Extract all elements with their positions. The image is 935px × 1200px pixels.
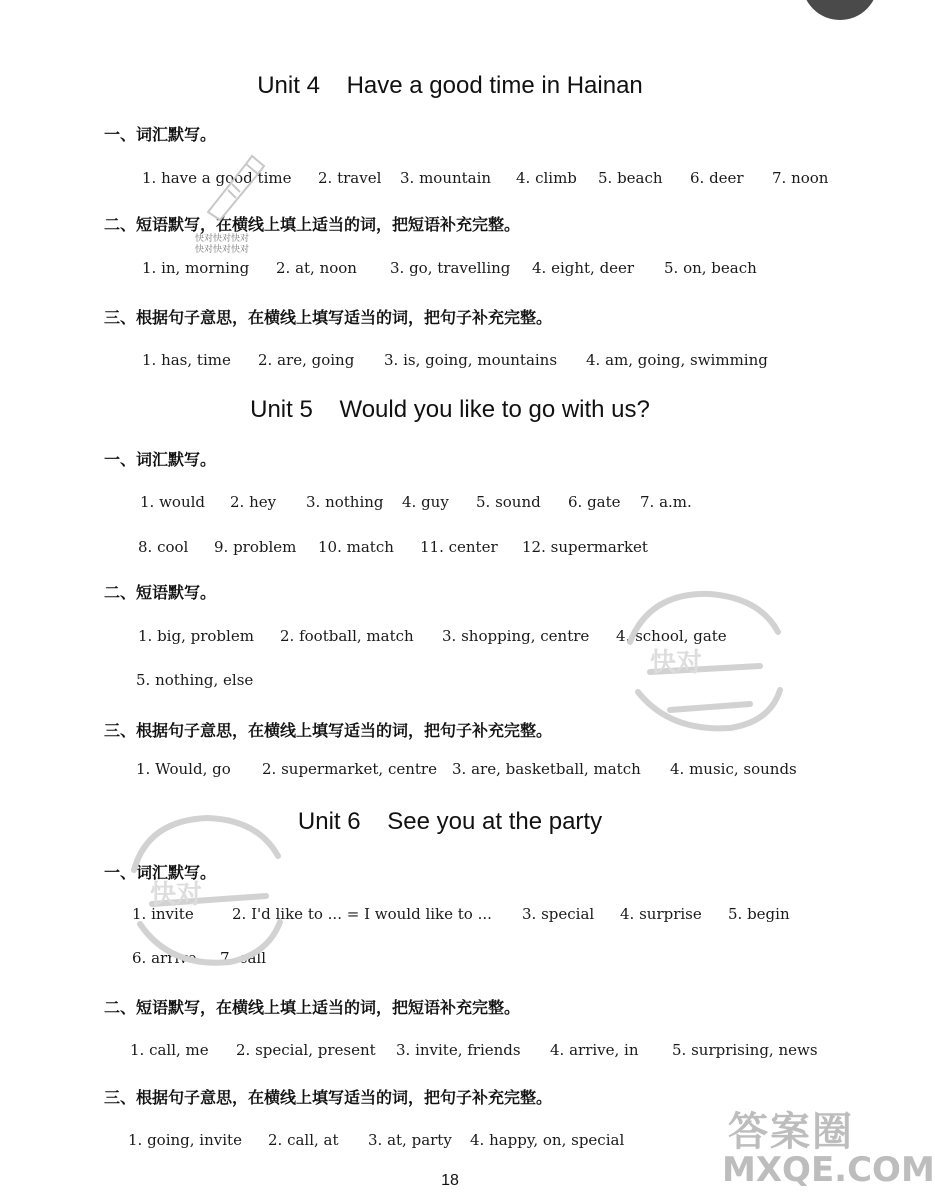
answer-item: 5. surprising, news [672,1041,818,1059]
unit-6-section-1-heading: 一、词汇默写。 [104,863,217,882]
answer-item: 1. big, problem [138,627,254,645]
unit-6-section-2-heading: 二、短语默写，在横线上填上适当的词，把短语补充完整。 [104,998,521,1017]
answer-item: 9. problem [214,538,297,556]
answer-item: 1. have a good time [142,169,292,187]
answer-item: 2. at, noon [276,259,357,277]
unit-4-title: Unit 4 Have a good time in Hainan [257,72,643,99]
answer-item: 2. are, going [258,351,355,369]
answer-item: 2. football, match [280,627,414,645]
corner-tab [802,0,878,20]
answer-item: 2. I'd like to ... = I would like to ... [232,905,492,923]
answer-item: 5. on, beach [664,259,757,277]
pen-watermark-icon [198,150,268,220]
answer-item: 10. match [318,538,394,556]
unit-6-title: Unit 6 See you at the party [297,808,603,835]
answer-item: 1. has, time [142,351,231,369]
stamp-small-text-line: 快对快对快对 [195,234,250,244]
answer-item: 2. special, present [236,1041,376,1059]
stamp-small-text-line: 快对快对快对 [195,245,250,255]
unit-5-section-2-heading: 二、短语默写。 [104,583,217,602]
stamp-small-text [195,234,261,256]
answer-item: 6. deer [690,169,744,187]
corner-logo-text: 答案圈 [728,1109,854,1155]
stamp-logo-text: 快对 [150,880,203,910]
answer-item: 6. gate [568,493,621,511]
answer-item: 8. cool [138,538,189,556]
unit-4-section-3-heading: 三、根据句子意思，在横线上填写适当的词，把句子补充完整。 [104,308,553,327]
answer-item: 1. call, me [130,1041,209,1059]
answer-item: 1. invite [132,905,194,923]
page-number: 18 [441,1172,459,1189]
answer-item: 1. Would, go [136,760,231,778]
unit-5-section-1-heading: 一、词汇默写。 [104,450,217,469]
answer-item: 2. hey [230,493,277,511]
answer-item: 4. surprise [620,905,702,923]
answer-item: 5. sound [476,493,541,511]
unit-5-section-3-heading: 三、根据句子意思，在横线上填写适当的词，把句子补充完整。 [104,721,553,740]
answer-item: 4. school, gate [616,627,727,645]
answer-item: 4. guy [402,493,449,511]
unit-5-title: Unit 5 Would you like to go with us? [250,396,650,423]
answer-item: 4. climb [516,169,577,187]
answer-item: 5. begin [728,905,790,923]
answer-item: 3. go, travelling [390,259,511,277]
answer-item: 4. eight, deer [532,259,635,277]
answer-item: 2. call, at [268,1131,339,1149]
answer-item: 4. am, going, swimming [586,351,768,369]
unit-6-section-3-heading: 三、根据句子意思，在横线上填写适当的词，把句子补充完整。 [104,1088,553,1107]
answer-item: 4. arrive, in [550,1041,639,1059]
unit-4-section-2-heading: 二、短语默写，在横线上填上适当的词，把短语补充完整。 [104,215,521,234]
answer-item: 3. are, basketball, match [452,760,641,778]
answer-item: 5. beach [598,169,663,187]
answer-item: 7. a.m. [640,493,692,511]
answer-item: 4. music, sounds [670,760,797,778]
answer-item: 12. supermarket [522,538,648,556]
answer-item: 2. travel [318,169,382,187]
answer-item: 2. supermarket, centre [262,760,437,778]
answer-item: 7. call [220,949,267,967]
answer-item: 7. noon [772,169,829,187]
answer-item: 3. invite, friends [396,1041,521,1059]
answer-item: 3. special [522,905,595,923]
corner-url-text: MXQE.COM [722,1150,935,1190]
answer-item: 1. would [140,493,206,511]
answer-item: 4. happy, on, special [470,1131,625,1149]
answer-item: 6. arrive [132,949,197,967]
answer-item: 5. nothing, else [136,671,254,689]
stamp-logo-text: 快对 [650,648,703,678]
answer-item: 3. shopping, centre [442,627,590,645]
stamp-watermark-icon [118,800,288,980]
answer-item: 3. at, party [368,1131,452,1149]
answer-item: 3. nothing [306,493,384,511]
answer-item: 1. going, invite [128,1131,242,1149]
answer-item: 3. mountain [400,169,492,187]
answer-item: 3. is, going, mountains [384,351,558,369]
answer-item: 11. center [420,538,498,556]
answer-item: 1. in, morning [142,259,250,277]
unit-4-section-1-heading: 一、词汇默写。 [104,125,217,144]
